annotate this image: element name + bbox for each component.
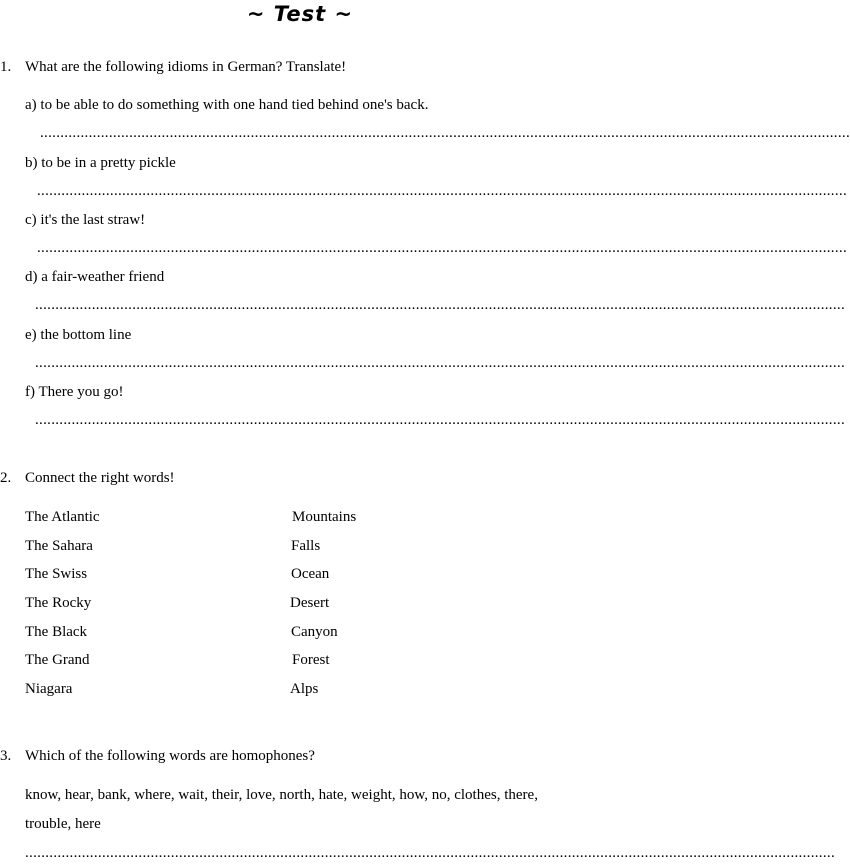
answer-line-e[interactable]: ........................................................................................................................................................................................................ xyxy=(35,355,845,371)
match-right-4: Desert xyxy=(290,595,330,611)
question-3-number: 3. xyxy=(0,748,12,764)
match-left-6: The Grand xyxy=(25,652,90,668)
match-left-1: The Atlantic xyxy=(25,509,100,525)
question-2-number: 2. xyxy=(0,470,12,486)
match-left-5: The Black xyxy=(25,624,88,640)
question-3-text: Which of the following words are homophones? xyxy=(25,748,315,764)
answer-line-d[interactable]: ........................................................................................................................................................................................................ xyxy=(35,297,845,313)
idiom-a: a) to be able to do something with one hand tied behind one's back. xyxy=(25,97,429,113)
match-right-7: Alps xyxy=(290,681,319,697)
answer-line-a[interactable]: ........................................................................................................................................................................................................ xyxy=(40,125,850,141)
match-left-7: Niagara xyxy=(25,681,73,697)
match-left-4: The Rocky xyxy=(25,595,92,611)
question-1-number: 1. xyxy=(0,59,12,75)
match-right-3: Ocean xyxy=(291,566,330,582)
answer-line-f[interactable]: ........................................................................................................................................................................................................ xyxy=(35,412,845,428)
question-1-text: What are the following idioms in German? Translate! xyxy=(25,59,347,75)
homophone-words-line-2: trouble, here xyxy=(25,816,101,832)
answer-line-b[interactable]: ........................................................................................................................................................................................................ xyxy=(37,183,847,199)
match-right-1: Mountains xyxy=(292,509,357,525)
idiom-c: c) it's the last straw! xyxy=(25,212,146,228)
test-title: ~ Test ~ xyxy=(246,2,354,26)
idiom-d: d) a fair-weather friend xyxy=(25,269,165,285)
idiom-e: e) the bottom line xyxy=(25,327,132,343)
answer-line-c[interactable]: ........................................................................................................................................................................................................ xyxy=(37,240,847,256)
question-2-text: Connect the right words! xyxy=(25,470,175,486)
match-left-3: The Swiss xyxy=(25,566,88,582)
match-right-5: Canyon xyxy=(291,624,338,640)
match-right-2: Falls xyxy=(291,538,321,554)
answer-line-q3[interactable]: ........................................................................................................................................................................................................ xyxy=(25,845,835,861)
idiom-f: f) There you go! xyxy=(25,384,124,400)
idiom-b: b) to be in a pretty pickle xyxy=(25,155,176,171)
match-left-2: The Sahara xyxy=(25,538,93,554)
homophone-words-line-1: know, hear, bank, where, wait, their, love, north, hate, weight, how, no, clothes, there, xyxy=(25,787,538,803)
match-right-6: Forest xyxy=(292,652,330,668)
